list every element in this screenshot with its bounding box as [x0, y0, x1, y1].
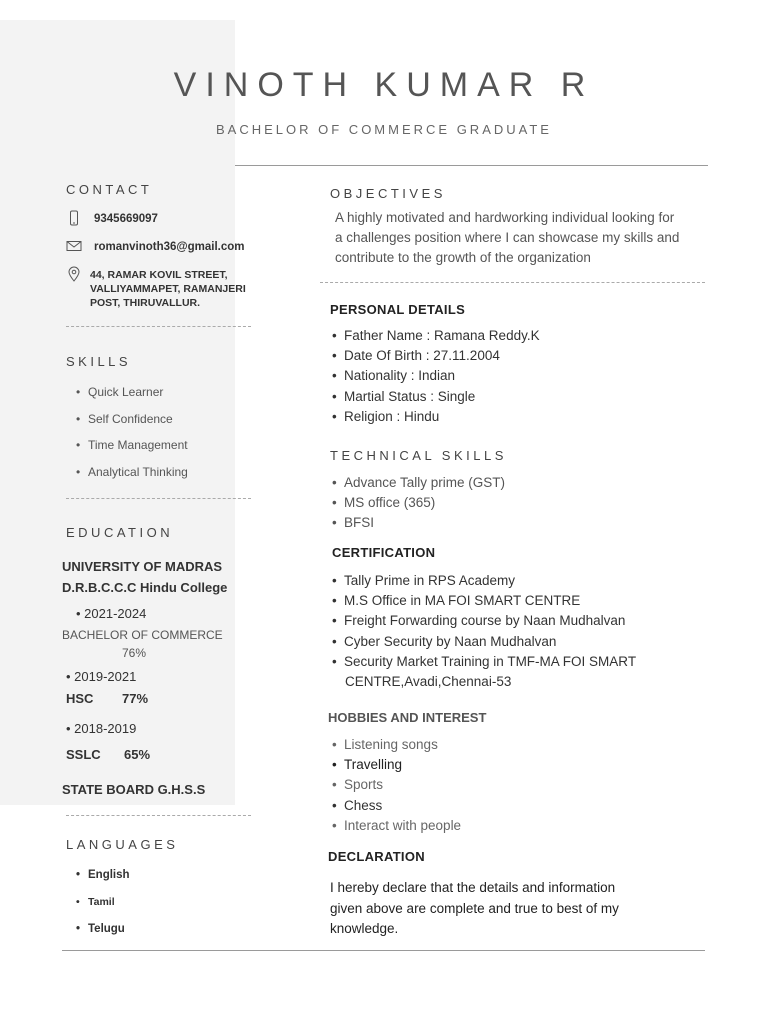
- technical-skills-list: [330, 475, 505, 536]
- declaration-line: knowledge.: [330, 921, 399, 936]
- technical-item: • BFSI: [330, 515, 505, 535]
- objective-line: contribute to the growth of the organization: [335, 250, 591, 265]
- hobby-item: • Listening songs: [330, 737, 461, 757]
- education-heading: EDUCATION: [66, 525, 174, 540]
- declaration-heading: DECLARATION: [328, 849, 425, 864]
- personal-details-list: [330, 328, 540, 429]
- footer-divider: [62, 950, 705, 951]
- phone-icon: [66, 210, 82, 226]
- education-sslc-years: • 2018-2019: [66, 721, 137, 736]
- certification-item: • Security Market Training in TMF-MA FOI SMART: [330, 654, 636, 674]
- skills-divider: [66, 498, 251, 499]
- certification-item-continued: CENTRE,Avadi,Chennai-53: [345, 674, 512, 689]
- contact-address: [90, 268, 246, 310]
- education-degree: BACHELOR OF COMMERCE: [62, 628, 223, 642]
- education-divider: [66, 815, 251, 816]
- hobbies-list: [330, 737, 461, 838]
- address-line: POST, THIRUVALLUR.: [90, 297, 201, 309]
- email-icon: [66, 238, 82, 254]
- contact-phone: 9345669097: [94, 213, 158, 225]
- education-hsc-label: HSC: [66, 691, 94, 706]
- certification-list: [330, 573, 636, 674]
- education-university: UNIVERSITY OF MADRAS: [62, 559, 223, 574]
- certification-item: • Tally Prime in RPS Academy: [330, 573, 636, 593]
- language-item: • Telugu: [74, 923, 130, 950]
- personal-item: • Martial Status : Single: [330, 389, 540, 409]
- certification-item: • M.S Office in MA FOI SMART CENTRE: [330, 593, 636, 613]
- certification-heading: CERTIFICATION: [332, 545, 436, 560]
- education-hsc-years: • 2019-2021: [66, 669, 137, 684]
- objectives-heading: OBJECTIVES: [330, 186, 446, 201]
- skill-item: • Analytical Thinking: [74, 465, 188, 492]
- declaration-line: given above are complete and true to best of my: [330, 900, 619, 916]
- candidate-subtitle: BACHELOR OF COMMERCE GRADUATE: [216, 122, 552, 137]
- education-sslc-label: SSLC: [66, 747, 101, 762]
- personal-item: • Father Name : Ramana Reddy.K: [330, 328, 540, 348]
- objective-line: A highly motivated and hardworking individual looking for: [335, 210, 675, 225]
- education-degree-years: • 2021-2024: [76, 606, 147, 621]
- personal-item: • Nationality : Indian: [330, 368, 540, 388]
- hobby-item: • Travelling: [330, 757, 461, 777]
- hobby-item: • Chess: [330, 798, 461, 818]
- skill-item: • Time Management: [74, 438, 188, 465]
- technical-skills-heading: TECHNICAL SKILLS: [330, 448, 507, 463]
- objective-line: a challenges position where I can showcase my skills and: [335, 230, 680, 245]
- address-line: VALLIYAMMAPET, RAMANJERI: [90, 283, 246, 295]
- objectives-text: [335, 208, 679, 268]
- skills-heading: SKILLS: [66, 354, 132, 369]
- languages-list: [74, 869, 130, 950]
- skill-item: • Self Confidence: [74, 412, 188, 439]
- hsc-years-text: 2019-2021: [74, 669, 137, 684]
- header-divider: [235, 165, 708, 166]
- technical-item: • Advance Tally prime (GST): [330, 475, 505, 495]
- personal-item: • Date Of Birth : 27.11.2004: [330, 348, 540, 368]
- technical-item: • MS office (365): [330, 495, 505, 515]
- declaration-line: I hereby declare that the details and information: [330, 880, 616, 895]
- personal-item: • Religion : Hindu: [330, 409, 540, 429]
- education-degree-score: 76%: [122, 646, 147, 660]
- certification-item: • Freight Forwarding course by Naan Mudhalvan: [330, 613, 636, 633]
- contact-heading: CONTACT: [66, 182, 153, 197]
- contact-divider: [66, 326, 251, 327]
- contact-email: romanvinoth36@gmail.com: [94, 241, 245, 253]
- skills-list: [74, 385, 188, 491]
- education-hsc-score: 77%: [122, 691, 149, 706]
- personal-details-heading: PERSONAL DETAILS: [330, 302, 466, 317]
- hobbies-heading: HOBBIES AND INTEREST: [328, 710, 487, 725]
- education-sslc-score: 65%: [124, 747, 151, 762]
- languages-heading: LANGUAGES: [66, 837, 179, 852]
- skill-item: • Quick Learner: [74, 385, 188, 412]
- location-pin-icon: [66, 266, 82, 282]
- degree-years-text: 2021-2024: [84, 606, 147, 621]
- objectives-divider: [320, 282, 705, 283]
- hobby-item: • Sports: [330, 777, 461, 797]
- education-school: STATE BOARD G.H.S.S: [62, 782, 206, 797]
- address-line: 44, RAMAR KOVIL STREET,: [90, 269, 228, 281]
- hobby-item: • Interact with people: [330, 818, 461, 838]
- sslc-years-text: 2018-2019: [74, 721, 137, 736]
- language-item: • Tamil: [74, 896, 130, 923]
- candidate-name: VINOTH KUMAR R: [173, 66, 595, 104]
- language-item: • English: [74, 869, 130, 896]
- education-college: D.R.B.C.C.C Hindu College: [62, 580, 228, 595]
- declaration-text: [330, 878, 619, 940]
- certification-item: • Cyber Security by Naan Mudhalvan: [330, 634, 636, 654]
